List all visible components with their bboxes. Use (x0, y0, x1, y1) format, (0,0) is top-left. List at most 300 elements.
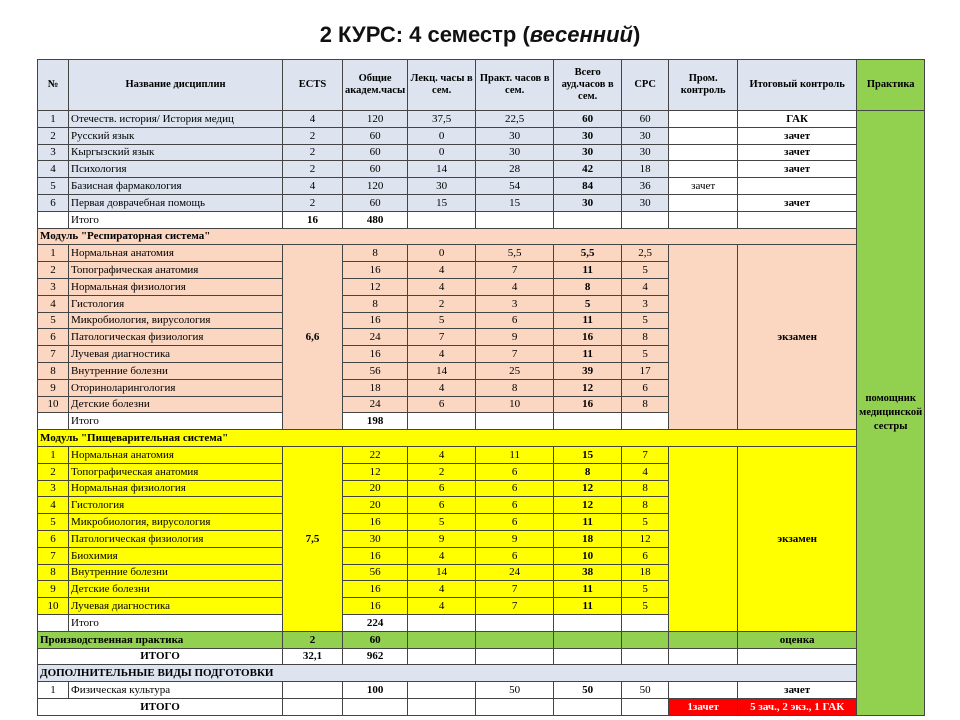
ects-cell: 2 (283, 127, 343, 144)
auditory-hours-cell: 84 (554, 178, 622, 195)
table-row (38, 228, 925, 245)
empty-cell (622, 698, 669, 715)
row-num: 2 (38, 262, 69, 279)
total-hours-cell: 56 (343, 564, 408, 581)
empty-cell (408, 614, 476, 631)
empty-cell (476, 413, 554, 430)
lecture-hours-cell: 4 (408, 446, 476, 463)
discipline-name: Биохимия (69, 547, 283, 564)
lecture-hours-cell: 15 (408, 194, 476, 211)
auditory-hours-cell: 38 (554, 564, 622, 581)
table-row (38, 682, 925, 699)
row-num: 5 (38, 312, 69, 329)
empty-cell (622, 413, 669, 430)
lecture-hours-cell: 2 (408, 463, 476, 480)
practice-column-cell: помощник медицинской сестры (857, 111, 925, 716)
discipline-name: Гистология (69, 497, 283, 514)
practical-hours-cell: 6 (476, 480, 554, 497)
practical-hours-cell: 6 (476, 497, 554, 514)
auditory-hours-cell: 15 (554, 446, 622, 463)
practical-hours-cell: 28 (476, 161, 554, 178)
intermediate-control-cell (669, 127, 738, 144)
srs-cell: 6 (622, 547, 669, 564)
discipline-name: Лучевая диагностика (69, 346, 283, 363)
row-num (38, 614, 69, 631)
practical-hours-cell: 5,5 (476, 245, 554, 262)
srs-cell: 17 (622, 362, 669, 379)
hours-total: 480 (343, 211, 408, 228)
header-name: Название дисциплин (69, 60, 283, 111)
auditory-hours-cell: 5,5 (554, 245, 622, 262)
srs-cell: 4 (622, 463, 669, 480)
empty-cell (554, 614, 622, 631)
lecture-hours-cell: 4 (408, 346, 476, 363)
srs-cell: 8 (622, 329, 669, 346)
total-hours-cell: 16 (343, 312, 408, 329)
discipline-name: Нормальная анатомия (69, 446, 283, 463)
module-final-control: экзамен (738, 446, 857, 631)
row-num: 4 (38, 295, 69, 312)
discipline-name: Детские болезни (69, 396, 283, 413)
row-num: 6 (38, 530, 69, 547)
lecture-hours-cell: 5 (408, 312, 476, 329)
ects-cell: 2 (283, 161, 343, 178)
discipline-name: Патологическая физиология (69, 530, 283, 547)
final-control-cell: оценка (738, 631, 857, 648)
auditory-hours-cell: 60 (554, 111, 622, 128)
practical-hours-cell: 6 (476, 547, 554, 564)
srs-cell: 12 (622, 530, 669, 547)
auditory-hours-cell: 8 (554, 463, 622, 480)
intermediate-control-cell: зачет (669, 178, 738, 195)
intermediate-control-cell (669, 245, 738, 430)
discipline-name: Внутренние болезни (69, 362, 283, 379)
srs-cell: 5 (622, 581, 669, 598)
lecture-hours-cell: 7 (408, 329, 476, 346)
table-row (38, 111, 925, 128)
row-num (38, 211, 69, 228)
total-hours-cell: 20 (343, 480, 408, 497)
module-title: Модуль "Респираторная система" (38, 228, 857, 245)
srs-cell: 18 (622, 161, 669, 178)
empty-cell (738, 211, 857, 228)
header-final: Итоговый контроль (738, 60, 857, 111)
discipline-name: Нормальная физиология (69, 480, 283, 497)
srs-cell: 4 (622, 278, 669, 295)
practical-hours-cell: 7 (476, 262, 554, 279)
empty-cell (343, 698, 408, 715)
header-srs: СРС (622, 60, 669, 111)
ects-total: 32,1 (283, 648, 343, 665)
practical-hours-cell: 22,5 (476, 111, 554, 128)
discipline-name: Микробиология, вирусология (69, 514, 283, 531)
lecture-hours-cell: 4 (408, 581, 476, 598)
lecture-hours-cell: 6 (408, 480, 476, 497)
srs-cell: 8 (622, 497, 669, 514)
grand-total-label: ИТОГО (38, 648, 283, 665)
discipline-name: Патологическая физиология (69, 329, 283, 346)
total-hours-cell: 30 (343, 530, 408, 547)
practical-hours-cell: 10 (476, 396, 554, 413)
total-hours-cell: 56 (343, 362, 408, 379)
practical-hours-cell: 7 (476, 581, 554, 598)
row-num: 1 (38, 446, 69, 463)
empty-cell (408, 698, 476, 715)
total-hours-cell: 16 (343, 581, 408, 598)
auditory-hours-cell: 30 (554, 127, 622, 144)
practical-hours-cell: 9 (476, 530, 554, 547)
discipline-name: Микробиология, вирусология (69, 312, 283, 329)
total-label: Итого (69, 211, 283, 228)
srs-cell: 5 (622, 514, 669, 531)
srs-cell: 18 (622, 564, 669, 581)
empty-cell (408, 211, 476, 228)
total-hours-cell: 16 (343, 262, 408, 279)
empty-cell (476, 631, 554, 648)
row-num: 4 (38, 161, 69, 178)
ects-cell: 2 (283, 144, 343, 161)
srs-cell: 36 (622, 178, 669, 195)
discipline-name: Кыргызский язык (69, 144, 283, 161)
total-label: Итого (69, 614, 283, 631)
row-num: 8 (38, 362, 69, 379)
ects-cell: 2 (283, 631, 343, 648)
intermediate-summary: 1зачет (669, 698, 738, 715)
table-row (38, 245, 925, 262)
practical-hours-cell: 6 (476, 463, 554, 480)
lecture-hours-cell: 0 (408, 245, 476, 262)
ects-cell: 4 (283, 111, 343, 128)
lecture-hours-cell: 4 (408, 262, 476, 279)
auditory-hours-cell: 11 (554, 312, 622, 329)
table-row (38, 698, 925, 715)
total-hours-cell: 16 (343, 346, 408, 363)
srs-cell: 50 (622, 682, 669, 699)
auditory-hours-cell: 5 (554, 295, 622, 312)
auditory-hours-cell: 11 (554, 598, 622, 615)
table-row (38, 211, 925, 228)
lecture-hours-cell: 14 (408, 362, 476, 379)
intermediate-control-cell (669, 144, 738, 161)
srs-cell: 6 (622, 379, 669, 396)
total-hours-cell: 60 (343, 631, 408, 648)
srs-cell: 3 (622, 295, 669, 312)
intermediate-control-cell (669, 446, 738, 631)
total-label: Итого (69, 413, 283, 430)
auditory-hours-cell: 42 (554, 161, 622, 178)
row-num: 9 (38, 581, 69, 598)
row-num: 7 (38, 346, 69, 363)
srs-cell: 30 (622, 127, 669, 144)
practical-hours-cell: 24 (476, 564, 554, 581)
lecture-hours-cell: 4 (408, 598, 476, 615)
table-row (38, 161, 925, 178)
final-summary: 5 зач., 2 экз., 1 ГАК (738, 698, 857, 715)
auditory-hours-cell: 30 (554, 194, 622, 211)
practical-hours-cell: 9 (476, 329, 554, 346)
discipline-name: Гистология (69, 295, 283, 312)
empty-cell (622, 648, 669, 665)
empty-cell (408, 648, 476, 665)
empty-cell (554, 698, 622, 715)
ects-cell (283, 682, 343, 699)
row-num: 10 (38, 396, 69, 413)
module-final-control: экзамен (738, 245, 857, 430)
empty-cell (554, 413, 622, 430)
practical-hours-cell: 6 (476, 312, 554, 329)
row-num: 2 (38, 463, 69, 480)
discipline-name: Отечеств. история/ История медиц (69, 111, 283, 128)
auditory-hours-cell: 16 (554, 329, 622, 346)
total-hours-cell: 100 (343, 682, 408, 699)
lecture-hours-cell: 2 (408, 295, 476, 312)
empty-cell (669, 211, 738, 228)
row-num: 1 (38, 682, 69, 699)
empty-cell (554, 648, 622, 665)
srs-cell: 5 (622, 346, 669, 363)
row-num: 4 (38, 497, 69, 514)
discipline-name: Внутренние болезни (69, 564, 283, 581)
lecture-hours-cell: 5 (408, 514, 476, 531)
total-hours-cell: 120 (343, 111, 408, 128)
srs-cell: 60 (622, 111, 669, 128)
discipline-name: Физическая культура (69, 682, 283, 699)
srs-cell: 5 (622, 262, 669, 279)
row-num: 8 (38, 564, 69, 581)
lecture-hours-cell (408, 682, 476, 699)
table-row (38, 446, 925, 463)
empty-cell (476, 648, 554, 665)
ects-cell: 4 (283, 178, 343, 195)
row-num: 9 (38, 379, 69, 396)
auditory-hours-cell: 11 (554, 346, 622, 363)
lecture-hours-cell: 6 (408, 497, 476, 514)
lecture-hours-cell: 37,5 (408, 111, 476, 128)
total-hours-cell: 22 (343, 446, 408, 463)
total-hours-cell: 24 (343, 329, 408, 346)
table-row (38, 127, 925, 144)
discipline-name: Оториноларингология (69, 379, 283, 396)
lecture-hours-cell: 14 (408, 564, 476, 581)
empty-cell (408, 631, 476, 648)
empty-cell (408, 413, 476, 430)
discipline-name: Нормальная анатомия (69, 245, 283, 262)
header-aud: Всего ауд.часов в сем. (554, 60, 622, 111)
total-hours-cell: 16 (343, 514, 408, 531)
srs-cell: 7 (622, 446, 669, 463)
total-hours-cell: 8 (343, 295, 408, 312)
discipline-name: Топографическая анатомия (69, 262, 283, 279)
intermediate-control-cell (669, 161, 738, 178)
row-num: 1 (38, 111, 69, 128)
discipline-name: Нормальная физиология (69, 278, 283, 295)
additional-title: ДОПОЛНИТЕЛЬНЫЕ ВИДЫ ПОДГОТОВКИ (38, 665, 857, 682)
hours-total: 962 (343, 648, 408, 665)
final-control-cell: ГАК (738, 111, 857, 128)
total-hours-cell: 20 (343, 497, 408, 514)
hours-total: 224 (343, 614, 408, 631)
total-hours-cell: 120 (343, 178, 408, 195)
srs-cell: 30 (622, 194, 669, 211)
row-num: 3 (38, 278, 69, 295)
final-control-cell (738, 178, 857, 195)
practical-hours-cell: 25 (476, 362, 554, 379)
row-num: 6 (38, 194, 69, 211)
practical-hours-cell: 4 (476, 278, 554, 295)
row-num: 5 (38, 514, 69, 531)
empty-cell (669, 631, 738, 648)
practical-hours-cell: 7 (476, 346, 554, 363)
auditory-hours-cell: 50 (554, 682, 622, 699)
row-num: 6 (38, 329, 69, 346)
srs-cell: 30 (622, 144, 669, 161)
practical-hours-cell: 30 (476, 144, 554, 161)
hours-total: 198 (343, 413, 408, 430)
srs-cell: 8 (622, 396, 669, 413)
header-ects: ECTS (283, 60, 343, 111)
empty-cell (476, 614, 554, 631)
total-hours-cell: 60 (343, 144, 408, 161)
empty-cell (283, 698, 343, 715)
final-control-cell: зачет (738, 127, 857, 144)
discipline-name: Русский язык (69, 127, 283, 144)
discipline-name: Психология (69, 161, 283, 178)
table-row (38, 648, 925, 665)
practical-hours-cell: 8 (476, 379, 554, 396)
table-row (38, 194, 925, 211)
final-control-cell: зачет (738, 682, 857, 699)
row-num: 3 (38, 144, 69, 161)
header-lec: Лекц. часы в сем. (408, 60, 476, 111)
total-hours-cell: 16 (343, 598, 408, 615)
auditory-hours-cell: 10 (554, 547, 622, 564)
table-row (38, 631, 925, 648)
total-hours-cell: 12 (343, 278, 408, 295)
header-prom: Пром. контроль (669, 60, 738, 111)
row-num: 2 (38, 127, 69, 144)
srs-cell: 8 (622, 480, 669, 497)
module-ects: 7,5 (283, 446, 343, 631)
auditory-hours-cell: 11 (554, 514, 622, 531)
header-prac: Практ. часов в сем. (476, 60, 554, 111)
module-ects: 6,6 (283, 245, 343, 430)
lecture-hours-cell: 4 (408, 379, 476, 396)
final-control-cell: зачет (738, 194, 857, 211)
intermediate-control-cell (669, 194, 738, 211)
lecture-hours-cell: 0 (408, 144, 476, 161)
lecture-hours-cell: 30 (408, 178, 476, 195)
header-num: № (38, 60, 69, 111)
table-row (38, 178, 925, 195)
practical-hours-cell: 30 (476, 127, 554, 144)
practice-name: Производственная практика (38, 631, 283, 648)
empty-cell (738, 648, 857, 665)
total-hours-cell: 24 (343, 396, 408, 413)
total-hours-cell: 60 (343, 194, 408, 211)
lecture-hours-cell: 0 (408, 127, 476, 144)
empty-cell (476, 698, 554, 715)
intermediate-control-cell (669, 111, 738, 128)
empty-cell (622, 631, 669, 648)
lecture-hours-cell: 4 (408, 278, 476, 295)
empty-cell (554, 631, 622, 648)
practical-hours-cell: 11 (476, 446, 554, 463)
header-total: Общие академ.часы (343, 60, 408, 111)
row-num: 5 (38, 178, 69, 195)
auditory-hours-cell: 39 (554, 362, 622, 379)
total-hours-cell: 18 (343, 379, 408, 396)
practical-hours-cell: 6 (476, 514, 554, 531)
row-num: 10 (38, 598, 69, 615)
ects-cell: 2 (283, 194, 343, 211)
table-row (38, 665, 925, 682)
auditory-hours-cell: 12 (554, 497, 622, 514)
empty-cell (622, 614, 669, 631)
table-row (38, 144, 925, 161)
page-title: 2 КУРС: 4 семестр (весенний) (319, 22, 641, 47)
final-total-label: ИТОГО (38, 698, 283, 715)
auditory-hours-cell: 12 (554, 379, 622, 396)
srs-cell: 2,5 (622, 245, 669, 262)
row-num: 1 (38, 245, 69, 262)
final-control-cell: зачет (738, 161, 857, 178)
auditory-hours-cell: 30 (554, 144, 622, 161)
total-hours-cell: 12 (343, 463, 408, 480)
total-hours-cell: 16 (343, 547, 408, 564)
total-hours-cell: 60 (343, 127, 408, 144)
row-num: 7 (38, 547, 69, 564)
srs-cell: 5 (622, 312, 669, 329)
discipline-name: Лучевая диагностика (69, 598, 283, 615)
empty-cell (476, 211, 554, 228)
discipline-name: Первая доврачебная помощь (69, 194, 283, 211)
row-num (38, 413, 69, 430)
auditory-hours-cell: 12 (554, 480, 622, 497)
empty-cell (669, 648, 738, 665)
auditory-hours-cell: 16 (554, 396, 622, 413)
empty-cell (622, 211, 669, 228)
practical-hours-cell: 3 (476, 295, 554, 312)
empty-cell (554, 211, 622, 228)
practical-hours-cell: 7 (476, 598, 554, 615)
final-control-cell: зачет (738, 144, 857, 161)
discipline-name: Детские болезни (69, 581, 283, 598)
total-hours-cell: 8 (343, 245, 408, 262)
lecture-hours-cell: 4 (408, 547, 476, 564)
srs-cell: 5 (622, 598, 669, 615)
lecture-hours-cell: 6 (408, 396, 476, 413)
table-row (38, 430, 925, 447)
row-num: 3 (38, 480, 69, 497)
lecture-hours-cell: 14 (408, 161, 476, 178)
auditory-hours-cell: 8 (554, 278, 622, 295)
total-hours-cell: 60 (343, 161, 408, 178)
module-title: Модуль "Пищеварительная система" (38, 430, 857, 447)
practical-hours-cell: 54 (476, 178, 554, 195)
header-practice: Практика (857, 60, 925, 111)
practical-hours-cell: 50 (476, 682, 554, 699)
auditory-hours-cell: 11 (554, 581, 622, 598)
intermediate-control-cell (669, 682, 738, 699)
lecture-hours-cell: 9 (408, 530, 476, 547)
auditory-hours-cell: 18 (554, 530, 622, 547)
auditory-hours-cell: 11 (554, 262, 622, 279)
curriculum-table (37, 59, 925, 716)
practical-hours-cell: 15 (476, 194, 554, 211)
discipline-name: Топографическая анатомия (69, 463, 283, 480)
table-header-row (38, 60, 925, 111)
discipline-name: Базисная фармакология (69, 178, 283, 195)
